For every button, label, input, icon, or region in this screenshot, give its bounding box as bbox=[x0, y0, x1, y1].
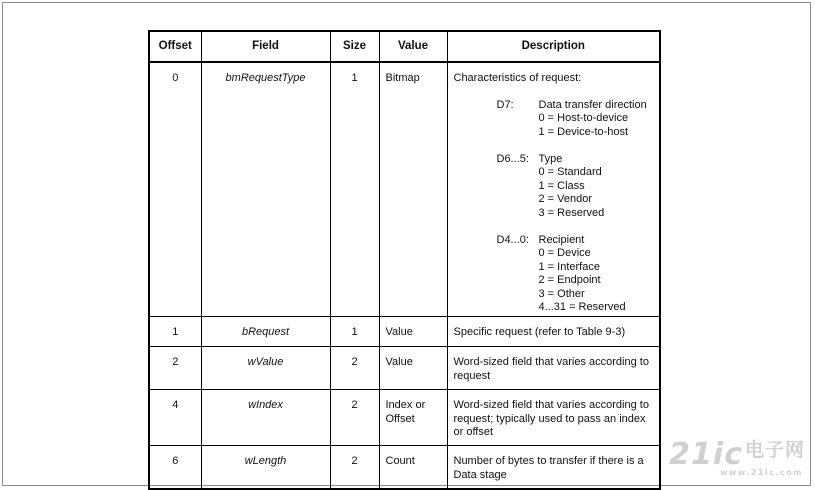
cell-description: Number of bytes to transfer if there is a Data stage bbox=[447, 446, 660, 490]
setup-packet-table bbox=[148, 30, 661, 490]
header-size: Size bbox=[330, 31, 379, 62]
header-field: Field bbox=[201, 31, 330, 62]
cell-field: wIndex bbox=[201, 390, 330, 446]
bitfield-line: 2 = Endpoint bbox=[538, 274, 601, 286]
bitfield-line: 3 = Reserved bbox=[538, 206, 605, 219]
cell-size: 2 bbox=[330, 390, 379, 446]
bitfield-code: D7: bbox=[496, 98, 514, 111]
cell-offset: 1 bbox=[149, 317, 201, 347]
watermark-logo bbox=[669, 435, 805, 477]
bitfield-line: 0 = Host-to-device bbox=[538, 112, 629, 124]
header-description: Description bbox=[447, 31, 660, 62]
bitfield-line: 1 = Device-to-host bbox=[538, 125, 629, 138]
cell-value: Value bbox=[379, 317, 447, 347]
table-row bbox=[149, 347, 660, 390]
cell-size: 1 bbox=[330, 62, 379, 317]
cell-field: bmRequestType bbox=[201, 62, 330, 317]
bitfield-line: 3 = Other bbox=[538, 287, 585, 300]
bitfield-line: 1 = Interface bbox=[538, 260, 600, 273]
table-row bbox=[149, 62, 660, 317]
bitfield-line: 4...31 = Reserved bbox=[538, 301, 626, 313]
cell-description: Word-sized field that varies according to request; typically used to pass an index or offset bbox=[447, 390, 660, 446]
bitfield-d6-5 bbox=[497, 153, 656, 221]
bitfield-line: Type bbox=[538, 152, 563, 165]
header-value: Value bbox=[379, 31, 447, 62]
watermark-brand: 21ic bbox=[669, 437, 743, 472]
cell-description: Specific request (refer to Table 9-3) bbox=[447, 317, 660, 347]
bitfield-line: 0 = Standard bbox=[538, 166, 602, 178]
cell-size: 2 bbox=[330, 347, 379, 390]
bitfield-code: D6...5: bbox=[496, 152, 529, 165]
cell-field: wValue bbox=[201, 347, 330, 390]
bitfield-d7 bbox=[497, 99, 656, 140]
cell-offset: 0 bbox=[149, 62, 201, 317]
table-header-row bbox=[149, 31, 660, 62]
description-text: Characteristics of request: bbox=[453, 72, 582, 84]
table-row bbox=[149, 390, 660, 446]
cell-value: Index or Offset bbox=[379, 390, 447, 446]
cell-value: Bitmap bbox=[379, 62, 447, 317]
cell-value: Value bbox=[379, 347, 447, 390]
table-row bbox=[149, 317, 660, 347]
table-row bbox=[149, 446, 660, 490]
bitfield-line: 1 = Class bbox=[538, 179, 585, 192]
cell-offset: 6 bbox=[149, 446, 201, 490]
watermark-cn: 电子网 bbox=[744, 439, 805, 461]
bitfield-line: Recipient bbox=[538, 233, 585, 246]
cell-size: 1 bbox=[330, 317, 379, 347]
cell-description: Word-sized field that varies according to request bbox=[447, 347, 660, 390]
bitfield-list bbox=[454, 99, 656, 315]
watermark-url: www.21ic.com bbox=[720, 468, 803, 477]
cell-field: wLength bbox=[201, 446, 330, 490]
header-offset: Offset bbox=[149, 31, 201, 62]
cell-offset: 2 bbox=[149, 347, 201, 390]
cell-offset: 4 bbox=[149, 390, 201, 446]
cell-field: bRequest bbox=[201, 317, 330, 347]
bitfield-line: 0 = Device bbox=[538, 247, 591, 259]
cell-value: Count bbox=[379, 446, 447, 490]
cell-description bbox=[447, 62, 660, 317]
cell-size: 2 bbox=[330, 446, 379, 490]
bitfield-line: 2 = Vendor bbox=[538, 193, 593, 205]
bitfield-line: Data transfer direction bbox=[538, 98, 647, 111]
bitfield-code: D4...0: bbox=[496, 233, 529, 246]
bitfield-d4-0 bbox=[497, 234, 656, 315]
